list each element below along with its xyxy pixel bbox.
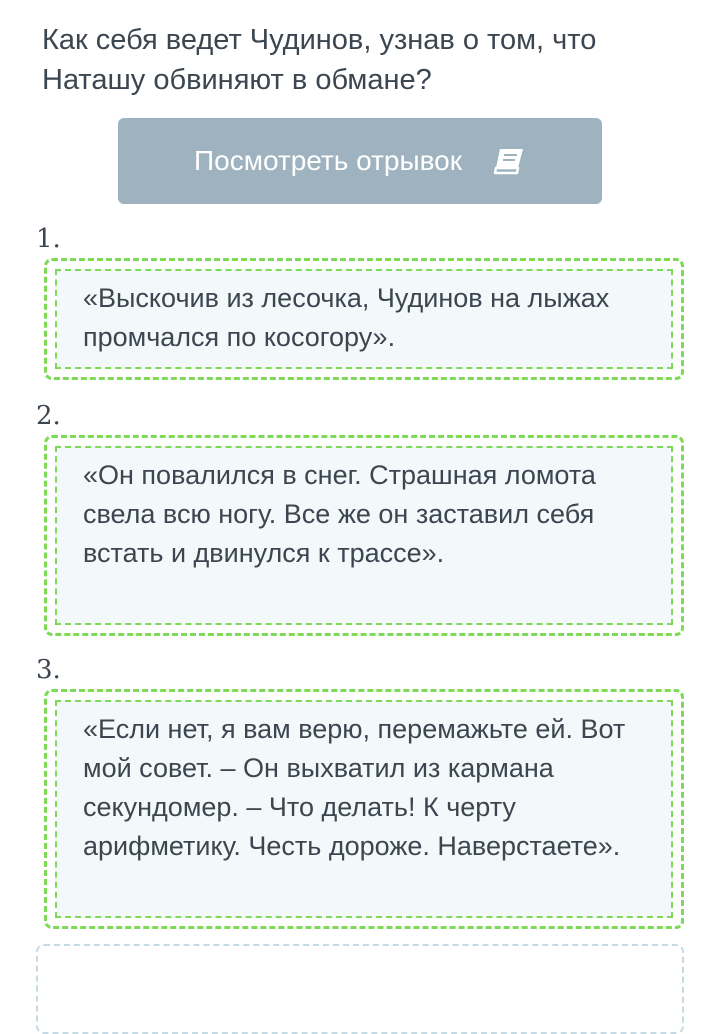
question-text: Как себя ведет Чудинов, узнав о том, что Наташу обвиняют в обмане? (42, 24, 597, 96)
item-number-3: 3. (36, 655, 61, 685)
book-icon (492, 146, 526, 176)
item-number-2: 2. (36, 401, 61, 431)
answer-slot-1[interactable] (44, 258, 684, 380)
answer-card-2[interactable] (55, 446, 673, 625)
answer-card-text: «Если нет, я вам верю, перемажьте ей. Вот мой совет. – Он выхватил из кармана секундомер. – Что делать! К черту арифметику. Честь дороже. Наверстаете». (83, 714, 626, 861)
item-number-1: 1. (36, 224, 61, 254)
view-excerpt-label: Посмотреть отрывок (194, 145, 462, 176)
answer-card-text: «Выскочив из лесочка, Чудинов на лыжах промчался по косогору». (83, 283, 610, 352)
answer-card-1[interactable] (55, 269, 673, 369)
answer-slot-2[interactable] (44, 435, 684, 636)
answer-slot-3[interactable] (44, 689, 684, 929)
answer-card-text: «Он повалился в снег. Страшная ломота свела всю ногу. Все же он заставил себя встать и двинулся к трассе». (83, 460, 596, 568)
empty-drop-slot[interactable] (36, 944, 684, 1034)
answer-card-3[interactable] (55, 700, 673, 918)
view-excerpt-button[interactable] (118, 118, 602, 204)
